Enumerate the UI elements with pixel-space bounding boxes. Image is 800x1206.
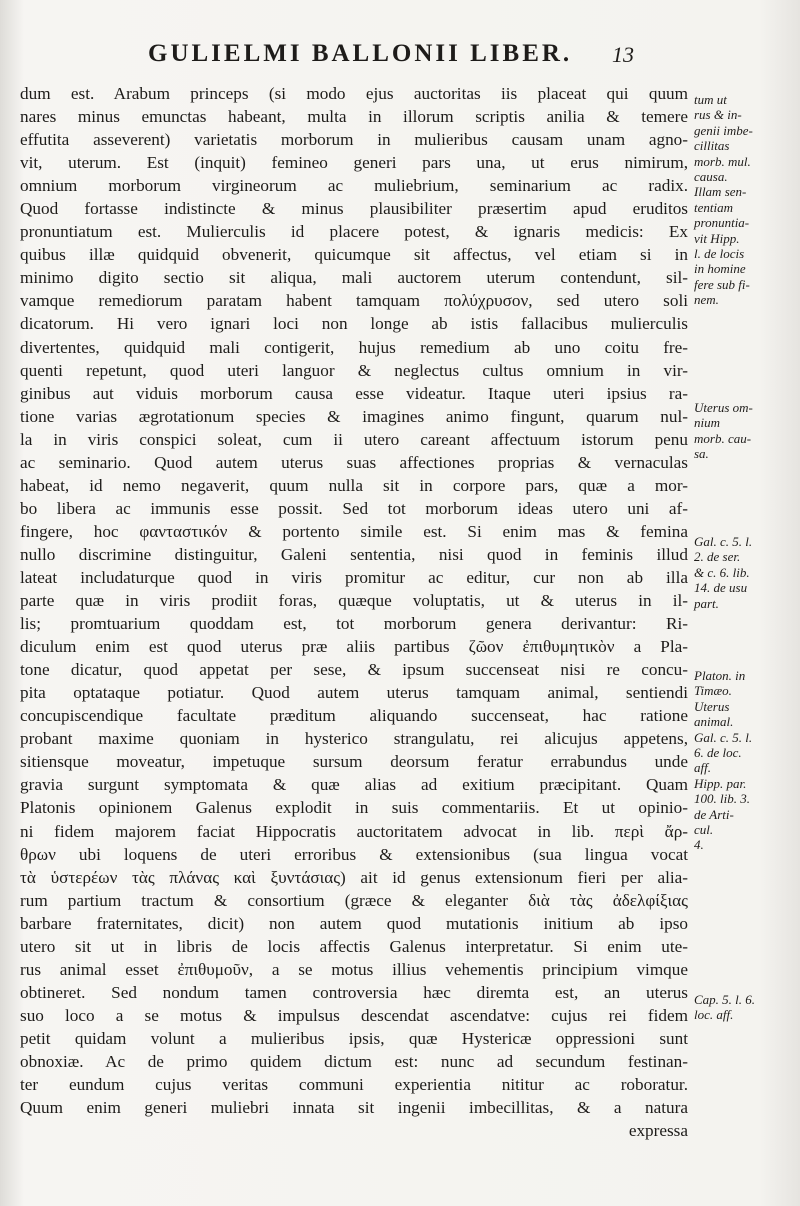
page-number: 13 bbox=[612, 42, 634, 67]
text-line: Quod fortasse indistincte & minus plausibiliter præsertim apud eruditos bbox=[20, 199, 688, 219]
text-line: vamque remediorum paratam habent tamquam πολύχρυσον, sed utero soli bbox=[20, 291, 688, 311]
text-line: quibus illæ quidquid obvenerit, quicumque sit affectus, vel etiam si in bbox=[20, 245, 688, 265]
text-line: ginibus aut viduis morborum causa esse videatur. Itaque uteri ipsius ra- bbox=[20, 383, 688, 403]
text-line: rus animal esset ἐπιθυμοῦν, a se motus illius vehementis principium vimque bbox=[20, 959, 688, 979]
text-line: θρων ubi loquens de uteri erroribus & extensionibus (sua lingua vocat bbox=[20, 844, 688, 864]
text-line: lis; promtuarium quoddam est, tot morborum genera derivantur: Ri- bbox=[20, 614, 688, 634]
text-line: dum est. Arabum princeps (si modo ejus auctoritas iis placeat qui quum bbox=[20, 84, 688, 103]
text-line: expressa bbox=[628, 1121, 688, 1141]
text-line: parte quæ in viris prodiit foras, quæque voluptatis, ut & uterus in il- bbox=[20, 591, 688, 611]
margin-note: Cap. 5. l. 6. loc. aff. bbox=[694, 992, 756, 1023]
text-line: diculum enim est quod uterus præ aliis partibus ζῶον ἐπιθυμητικὸν a Pla- bbox=[20, 637, 688, 657]
text-line: lateat includaturque quod in viris promitur ac editur, cur non ab illa bbox=[20, 567, 688, 587]
text-line: bo libera ac immunis esse possit. Sed tot morborum ideas utero uni af- bbox=[20, 498, 688, 518]
text-line: suo loco a se motus & impulsus descendat ascendatve: cujus rei fidem bbox=[20, 1005, 688, 1025]
text-line: pita optataque potiatur. Quod autem uterus tamquam animal, sentiendi bbox=[20, 683, 688, 703]
text-line: fingere, hoc φανταστικόν & portento simile est. Si enim mas & femina bbox=[20, 521, 688, 541]
text-line: utero sit ut in libris de locis affectis Galenus interpretatur. Si enim ute- bbox=[20, 936, 688, 956]
text-line: ni fidem majorem faciat Hippocratis auctoritatem advocat in lib. περὶ ἄρ- bbox=[20, 821, 688, 841]
margin-note: Gal. c. 5. l. 2. de ser. & c. 6. lib. 14. de usu part. bbox=[694, 534, 753, 611]
text-line: omnium morborum virgineorum ac muliebrium, seminarium ac radix. bbox=[20, 176, 688, 196]
margin-note: Uterus om- nium morb. cau- sa. bbox=[694, 400, 753, 462]
text-line: τὰ ὑστερέων τὰς πλάνας καὶ ξυντάσιας) ait id genus extensionum fieri per alia- bbox=[20, 867, 688, 887]
running-head bbox=[0, 34, 800, 70]
text-line: probant maxime quoniam in hysterico strangulatu, rei alicujus appetens, bbox=[20, 729, 688, 749]
margin-note: Platon. in Timæo. Uterus animal. Gal. c. 5. l. 6. de loc. aff. Hipp. par. 100. lib. 3. de Arti- cul. 4. bbox=[694, 668, 753, 853]
text-line: concupiscendique facultate præditum aliquando succenseat, hac ratione bbox=[20, 706, 688, 726]
text-line: dicatorum. Hi vero ignari loci non longe ab istis fallacibus mulierculis bbox=[20, 314, 688, 334]
text-line: divertentes, quidquid mali contigerit, hujus remedium ab uno coitu fre- bbox=[20, 337, 688, 357]
text-line: obnoxiæ. Ac de primo quidem dictum est: nunc ad secundum festinan- bbox=[20, 1051, 688, 1071]
text-line: effutita asseverent) varietatis morborum in mulieribus causam unam agno- bbox=[20, 130, 688, 150]
text-line: obtineret. Sed nondum tamen controversia hæc diremta est, an uterus bbox=[20, 982, 688, 1002]
text-line: petit quidam volunt a mulieribus ipsis, quæ Hystericæ oppressioni sunt bbox=[20, 1028, 688, 1048]
running-head-title: GULIELMI BALLONII LIBER. bbox=[148, 40, 573, 67]
text-line: quenti repetunt, quod uteri languor & neglectus cultus omnium in vir- bbox=[20, 360, 688, 380]
text-line: tone dicatur, quod appetat per sese, & ipsum succenseat nisi re concu- bbox=[20, 660, 688, 680]
text-line: ac seminario. Quod autem uterus suas affectiones proprias & vernaculas bbox=[20, 452, 688, 472]
text-line: minimo digito sectio sit aliqua, mali auctorem uterum contendunt, sil- bbox=[20, 268, 688, 288]
text-line: nullo discrimine distinguitur, Galeni sententia, nisi quod in feminis illud bbox=[20, 544, 688, 564]
text-line: nares minus emunctas habeant, multa in illorum scriptis anilia & temere bbox=[20, 107, 688, 127]
margin-note: tum ut rus & in- genii imbe- cillitas morb. mul. causa. Illam sen- tentiam pronuntia- vit Hipp. l. de locis in homine fere sub fi- nem. bbox=[694, 92, 753, 308]
text-line: la in viris conspici soleat, cum ii utero careant affectuum istorum penu bbox=[20, 429, 688, 449]
text-line: pronuntiatum est. Mulierculis id placere potest, & ignaris medicis: Ex bbox=[20, 222, 688, 242]
text-line: Platonis opinionem Galenus explodit in suis commentariis. Et ut opinio- bbox=[20, 798, 688, 818]
text-line: sitiensque moveatur, impetuque sursum deorsum feratur errabundus unde bbox=[20, 752, 688, 772]
text-line: Quum enim generi muliebri innata sit ingenii imbecillitas, & a natura bbox=[20, 1098, 688, 1118]
text-line: gravia surgunt symptomata & quæ alias ad exitium præcipitant. Quam bbox=[20, 775, 688, 795]
text-line: habeat, id nemo negaverit, quum nulla sit in corpore pars, quæ a mor- bbox=[20, 475, 688, 495]
text-line: barbare fraternitates, dicit) non autem quod mutationis initium ab ipso bbox=[20, 913, 688, 933]
text-line: ter eundum cujus veritas communi experientia nititur ac roboratur. bbox=[20, 1075, 688, 1095]
text-line: vit, uterum. Est (inquit) femineo generi pars una, ut erus nimirum, bbox=[20, 153, 688, 173]
text-line: rum partium tractum & consortium (græce & eleganter διὰ τὰς ἀδελφίξιας bbox=[20, 890, 688, 910]
margin-notes bbox=[694, 0, 798, 1206]
text-line: tione varias ægrotationum species & imagines animo fingunt, quarum nul- bbox=[20, 406, 688, 426]
body-text bbox=[20, 82, 688, 1142]
